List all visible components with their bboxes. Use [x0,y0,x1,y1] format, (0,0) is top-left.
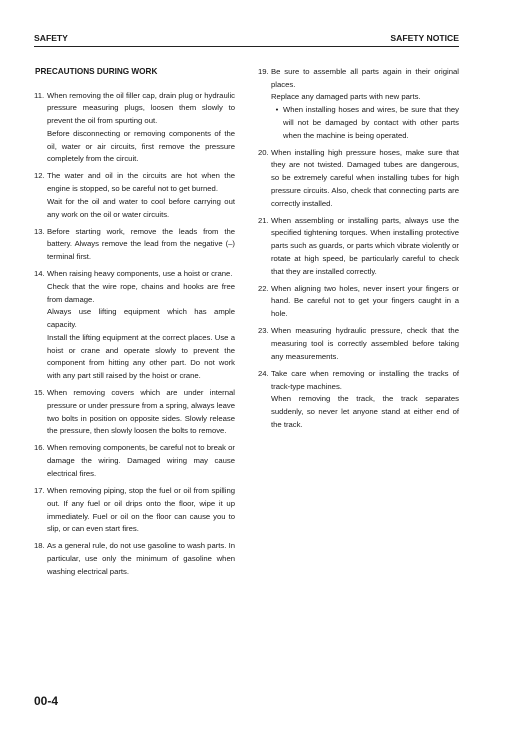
item-paragraph: Take care when removing or installing the tracks of track-type machines. [271,368,459,391]
list-item [258,368,459,432]
bullet-icon: • [275,105,279,115]
item-paragraph: When measuring hydraulic pressure, check that the measuring tool is correctly assembled before taking any measurements. [271,326,459,361]
list-item [258,325,459,363]
item-number: 14. [34,269,45,279]
item-number: 24. [258,368,269,378]
item-number: 17. [34,486,45,496]
item-paragraph: When removing piping, stop the fuel or oil from spilling out. If any fuel or oil drips onto the floor, wipe it up immediately. Fuel or oil on the floor can cause you to slip, or can even start fires. [47,486,235,534]
item-body [47,268,235,382]
item-paragraph: Replace any damaged parts with new parts. [271,92,421,102]
list-item [34,170,235,221]
item-body [271,325,459,363]
bullet-text: When installing hoses and wires, be sure that they will not be damaged by contact with other parts when the machine is being operated. [283,105,459,140]
item-paragraph: Always use lifting equipment which has ample capacity. [47,307,235,330]
item-number: 18. [34,541,45,551]
item-body [271,66,459,142]
list-item [34,90,235,166]
right-column [258,66,459,436]
item-body [271,368,459,432]
item-number: 21. [258,215,269,225]
item-number: 15. [34,388,45,398]
item-body [47,442,235,480]
list-item [34,442,235,480]
list-item [34,387,235,438]
item-paragraph: The water and oil in the circuits are hot when the engine is stopped, so be careful not to get burned. [47,171,235,194]
item-number: 23. [258,326,269,336]
item-paragraph: As a general rule, do not use gasoline to wash parts. In particular, use only the minimum of gasoline when washing electrical parts. [47,541,235,576]
left-column [34,66,235,583]
left-item-list [34,90,235,579]
item-paragraph: Be sure to assemble all parts again in their original places. [271,67,459,89]
page-number: 00-4 [34,694,59,708]
item-paragraph: When aligning two holes, never insert your fingers or hand. Be careful not to get your fingers caught in a hole. [271,283,459,319]
list-item [34,540,235,578]
header-left-title: SAFETY [34,33,68,43]
list-item [34,485,235,536]
item-body [47,540,235,578]
item-body [47,485,235,536]
item-body [47,226,235,264]
item-paragraph: When installing high pressure hoses, make sure that they are not twisted. Damaged tubes are dangerous, so be extremely careful when installing tubes for high pressure circuits. Also, check that connecting parts are correctly installed. [271,147,459,208]
item-paragraph: Before disconnecting or removing components of the oil, water or air circuits, first remove the pressure completely from the circuit. [47,128,235,164]
list-item [258,215,459,279]
item-number: 22. [258,283,269,293]
right-item-list [258,66,459,431]
list-item [258,147,459,211]
item-body [271,215,459,279]
item-paragraph: When raising heavy components, use a hoist or crane. [47,269,233,279]
item-number: 12. [34,171,45,181]
item-paragraph: Install the lifting equipment at the correct places. Use a hoist or crane and operate slowly to prevent the component from hitting any other part. Do not work with any part still raised by the hoist or crane. [47,332,235,380]
item-number: 19. [258,67,269,76]
item-paragraph: When removing the oil filler cap, drain plug or hydraulic pressure measuring plugs, loosen them slowly to prevent the oil from spurting out. [47,90,235,126]
header-divider [34,46,459,47]
list-item [258,283,459,321]
section-title: PRECAUTIONS DURING WORK [35,67,158,76]
item-body [271,147,459,211]
item-body [47,387,235,438]
item-body [47,170,235,221]
item-number: 11. [34,90,45,100]
item-paragraph: Check that the wire rope, chains and hooks are free from damage. [47,282,235,304]
list-item [258,66,459,142]
item-paragraph: When assembling or installing parts, always use the specified tightening torques. When installing protective parts such as guards, or parts which vibrate violently or rotate at high speed, be particularly careful to check that they are installed correctly. [271,215,459,276]
item-paragraph: Before starting work, remove the leads from the battery. Always remove the lead from the negative (–) terminal first. [47,226,235,262]
item-number: 16. [34,443,45,453]
item-paragraph: When removing the track, the track separates suddenly, so never let anyone stand at either end of the track. [271,394,459,429]
item-number: 13. [34,226,45,236]
list-item [34,268,235,382]
item-body [47,90,235,166]
item-number: 20. [258,147,269,157]
item-paragraph: When removing covers which are under internal pressure or under pressure from a spring, always leave two bolts in position on opposite sides. Slowly release the pressure, then slowly loosen the bolts to remove. [47,388,236,436]
item-paragraph: When removing components, be careful not to break or damage the wiring. Damaged wiring may cause electrical fires. [47,443,235,478]
list-item [34,226,235,264]
page-header [34,31,459,45]
item-body [271,283,459,321]
bullet-point [271,104,459,142]
item-paragraph: Wait for the oil and water to cool before carrying out any work on the oil or water circuits. [47,196,235,219]
header-right-title: SAFETY NOTICE [390,33,459,43]
